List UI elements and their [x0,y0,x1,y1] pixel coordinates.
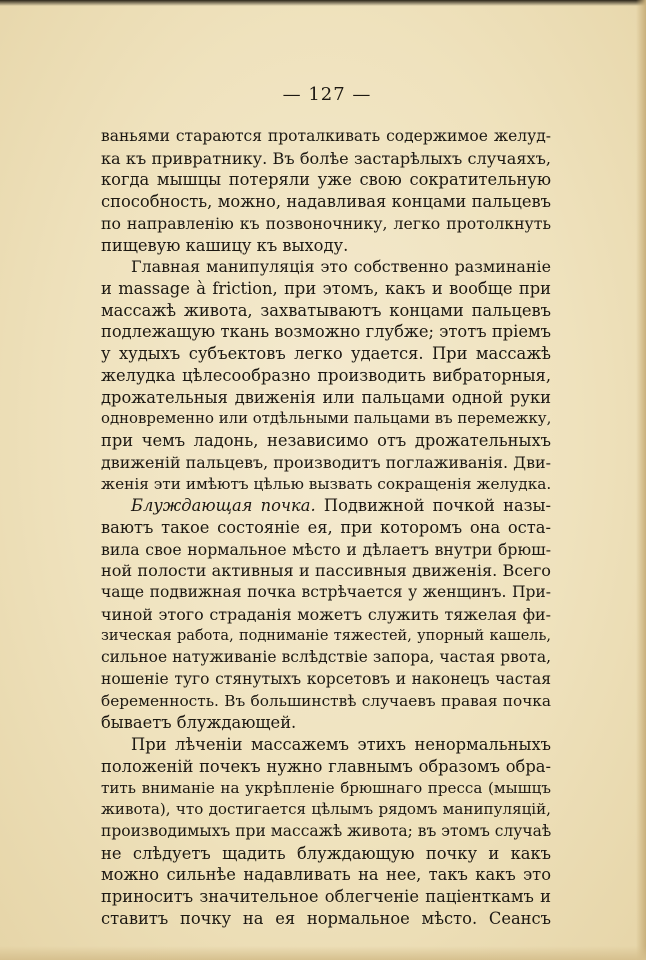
text-line: тить вниманіе на укрѣпленіе брюшнаго пресса (мышцъ [101,778,551,797]
text-line: чаще подвижная почка встрѣчается у женщинъ. При- [101,583,551,602]
section-heading: Блуждающая почка. [131,496,316,516]
text-line: можно сильнѣе надавливать на нее, такъ какъ это [101,865,551,885]
page-top-shadow [0,0,646,6]
text-line: вила свое нормальное мѣсто и дѣлаетъ внутри брюш- [101,539,551,559]
text-line: Главная манипуляція это собственно разминаніе [131,257,551,277]
text-line: когда мышцы потеряли уже свою сократительную [101,170,551,190]
text-line: бываетъ блуждающей. [101,713,297,733]
text-line: беременность. Въ большинствѣ случаевъ правая почка [101,691,551,710]
text-line: При лѣченіи массажемъ этихъ ненормальныхъ [131,735,551,755]
page-right-edge [636,0,646,960]
text-line: чиной этого страданія можетъ служить тяжелая фи- [101,604,551,624]
text-line: у худыхъ субъектовъ легко удается. При массажѣ [101,344,551,364]
text-line: производимыхъ при массажѣ живота; въ этомъ случаѣ [101,822,551,840]
text-line: по направленію къ позвоночнику, легко протолкнуть [101,213,551,233]
text-line: ношеніе туго стянутыхъ корсетовъ и наконецъ частая [101,669,551,688]
text-line: ваньями стараются проталкивать содержимое желуд- [101,127,551,145]
text-line: сильное натуживаніе вслѣдствіе запора, частая рвота, [101,648,551,667]
text-line: не слѣдуетъ щадить блуждающую почку и какъ [101,843,551,863]
page-bottom-edge [0,946,646,960]
text-line: ка къ привратнику. Въ болѣе застарѣлыхъ случаяхъ, [101,148,551,168]
text-line: дрожательныя движенія или пальцами одной руки [101,387,551,407]
text-line: и massage à friction, при этомъ, какъ и вообще при [101,279,551,299]
text-line: одновременно или отдѣльными пальцами въ перемежку, [101,409,551,428]
text-line: живота), что достигается цѣлымъ рядомъ манипуляцій, [101,800,551,819]
text-line: пищевую кашицу къ выходу. [101,235,349,255]
text-run: Подвижной почкой назы- [323,496,551,516]
page-number: — 127 — [282,84,372,105]
text-line: ставитъ почку на ея нормальное мѣсто. Сеансъ [101,908,551,928]
text-line: ной полости активныя и пассивныя движенія. Всего [101,561,551,581]
text-line: положеній почекъ нужно главнымъ образомъ обра- [101,756,551,776]
text-line: желудка цѣлесообразно производить вибраторныя, [101,365,551,385]
page-text [101,126,551,930]
text-line: при чемъ ладонь, независимо отъ дрожательныхъ [101,431,551,451]
text-line: ваютъ такое состояніе ея, при которомъ она оста- [101,517,551,537]
text-line: способность, можно, надавливая концами пальцевъ [101,192,551,212]
text-line: подлежащую ткань возможно глубже; этотъ пріемъ [101,322,551,342]
text-line: зическая работа, подниманіе тяжестей, упорный кашель, [101,627,551,644]
text-line: массажѣ живота, захватываютъ концами пальцевъ [101,300,551,320]
text-line: приноситъ значительное облегченіе паціенткамъ и [101,887,551,907]
text-line: женія эти имѣютъ цѣлью вызвать сокращенія желудка. [101,474,551,493]
text-line [101,495,551,517]
text-line: движеній пальцевъ, производитъ поглаживанія. Дви- [101,452,551,472]
